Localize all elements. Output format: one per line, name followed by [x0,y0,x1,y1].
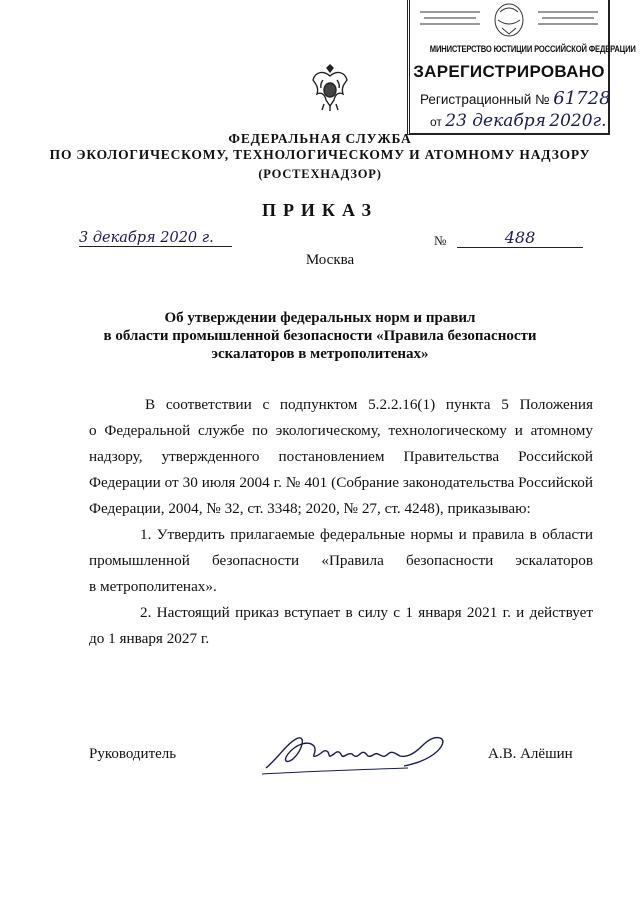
document-title-line2: в области промышленной безопасности «Правила безопасности [103,328,537,344]
stamp-ministry: МИНИСТЕРСТВО ЮСТИЦИИ РОССИЙСКОЙ ФЕДЕРАЦИИ [429,44,636,55]
paragraph-line: о Федеральной службе по экологическому, технологическому и атомному [89,422,593,439]
coat-of-arms-icon [311,64,349,112]
handwritten-signature [258,728,458,780]
list-item-line: до 1 января 2027 г. [89,630,210,647]
order-city: Москва [305,252,355,268]
paragraph-line: В соответствии с подпунктом 5.2.2.16(1) пункта 5 Положения [145,396,593,413]
signatory-name: А.В. Алёшин [488,746,573,762]
paragraph-line: Федерации, 2004, № 32, ст. 3348; 2020, № 27, ст. 4248), приказываю: [89,500,531,517]
paragraph-line: надзору, утвержденного постановлением Правительства Российской [89,448,593,465]
org-abbreviation: (РОСТЕХНАДЗОР) [258,167,382,181]
stamp-reg-number: 61728 [553,88,611,109]
registration-stamp [407,0,636,135]
signatory-title: Руководитель [89,746,177,762]
stamp-reg-year: 2020г. [549,111,607,131]
list-item-line: в метрополитенах». [89,578,217,595]
stamp-reg-date: 23 декабря [445,111,546,131]
paragraph-line: Федерации от 30 июля 2004 г. № 401 (Собрание законодательства Российской [89,474,593,491]
stamp-status: ЗАРЕГИСТРИРОВАНО [413,62,605,81]
stamp-emblem-icon [410,0,608,38]
order-number-label: № [434,233,447,248]
list-item-line: промышленной безопасности «Правила безопасности эскалаторов [89,552,593,569]
stamp-reg-line [420,88,611,109]
stamp-date-line [430,111,607,131]
document-type: ПРИКАЗ [261,200,379,220]
order-number: 488 [457,228,583,248]
org-name-line1: ФЕДЕРАЛЬНАЯ СЛУЖБА [228,131,412,146]
list-item-line: 1. Утвердить прилагаемые федеральные нормы и правила в области [140,526,593,543]
org-name-line2: ПО ЭКОЛОГИЧЕСКОМУ, ТЕХНОЛОГИЧЕСКОМУ И АТОМНОМУ НАДЗОРУ [49,147,591,162]
document-title-line1: Об утверждении федеральных норм и правил [164,310,476,326]
stamp-date-prefix: от [430,115,442,129]
order-date: 3 декабря 2020 г. [79,230,232,247]
document-title-line3: эскалаторов в метрополитенах» [211,346,429,362]
stamp-reg-label: Регистрационный № [420,92,550,107]
list-item-line: 2. Настоящий приказ вступает в силу с 1 января 2021 г. и действует [140,604,593,621]
